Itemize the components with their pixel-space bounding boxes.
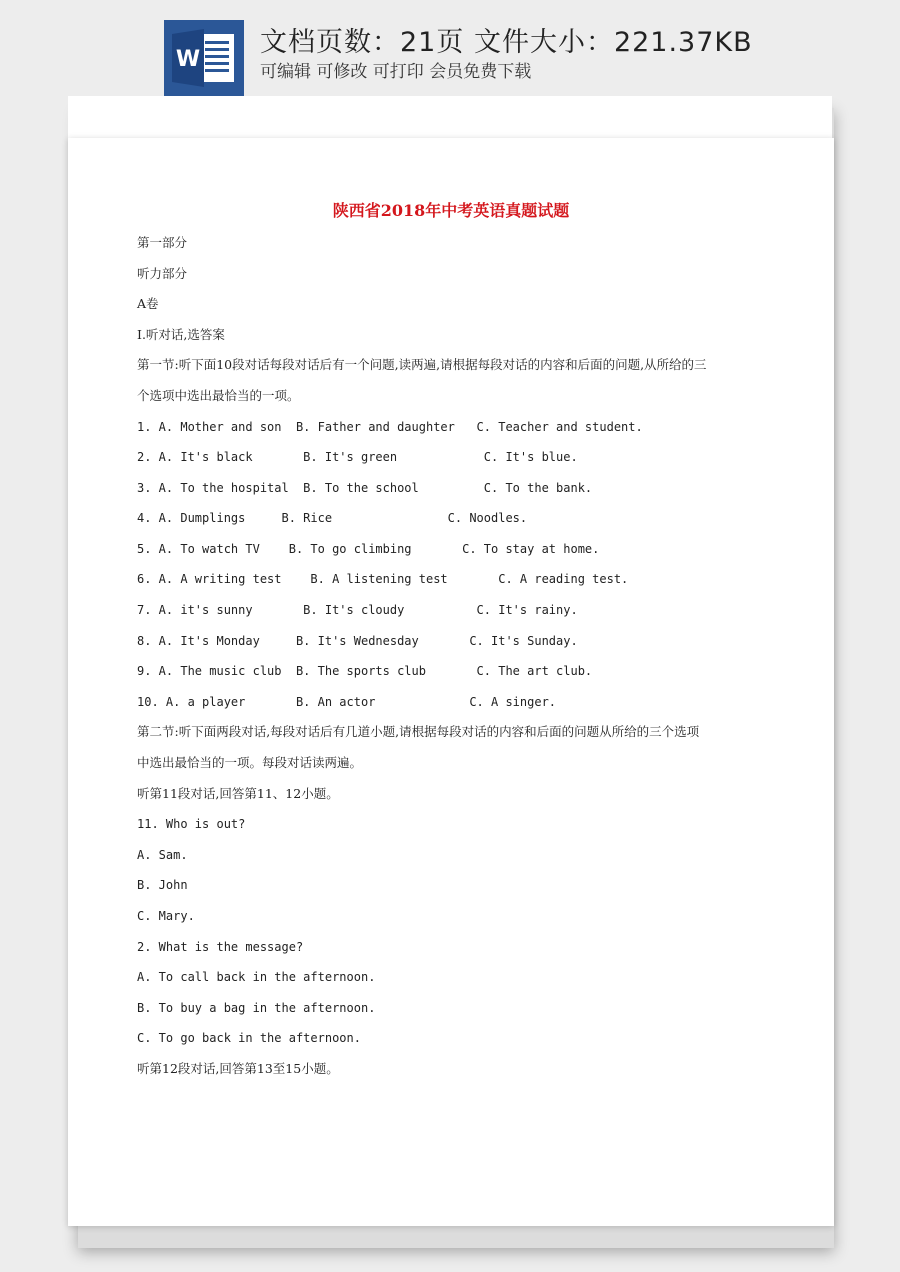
question-line: 4. A. Dumplings B. Rice C. Noodles. bbox=[137, 511, 528, 525]
answer-option: C. To go back in the afternoon. bbox=[137, 1031, 361, 1045]
instruction-text: 第二节:听下面两段对话,每段对话后有几道小题,请根据每段对话的内容和后面的问题从所给的三个选项 bbox=[137, 724, 700, 739]
section-heading: 听力部分 bbox=[137, 266, 188, 281]
document-page bbox=[68, 138, 834, 1226]
question-line: 6. A. A writing test B. A listening test C. A reading test. bbox=[137, 572, 629, 586]
paper-stack-top-sheet bbox=[68, 96, 832, 140]
section-heading: A卷 bbox=[137, 296, 159, 311]
download-banner bbox=[0, 0, 900, 100]
instruction-text: 中选出最恰当的一项。每段对话读两遍。 bbox=[137, 755, 363, 770]
question-line: 2. A. It's black B. It's green C. It's blue. bbox=[137, 450, 578, 464]
answer-option: A. Sam. bbox=[137, 848, 188, 862]
file-info-title: 文档页数：21页 文件大小：221.37KB bbox=[260, 27, 753, 58]
instruction-text: 个选项中选出最恰当的一项。 bbox=[137, 388, 300, 403]
question-line: 9. A. The music club B. The sports club C. The art club. bbox=[137, 664, 593, 678]
instruction-text: 听第12段对话,回答第13至15小题。 bbox=[137, 1061, 339, 1076]
question-line: 10. A. a player B. An actor C. A singer. bbox=[137, 695, 557, 709]
word-document-icon bbox=[164, 20, 244, 96]
svg-text:W: W bbox=[175, 47, 201, 72]
instruction-text: 听第11段对话,回答第11、12小题。 bbox=[137, 786, 339, 801]
document-title: 陕西省2018年中考英语真题试题 bbox=[332, 201, 570, 220]
question-line: 8. A. It's Monday B. It's Wednesday C. It's Sunday. bbox=[137, 634, 578, 648]
question-line: 3. A. To the hospital B. To the school C. To the bank. bbox=[137, 481, 593, 495]
question-line: 5. A. To watch TV B. To go climbing C. To stay at home. bbox=[137, 542, 600, 556]
instruction-text: 第一节:听下面10段对话每段对话后有一个问题,读两遍,请根据每段对话的内容和后面的问题,从所给的三 bbox=[137, 357, 707, 372]
answer-option: B. To buy a bag in the afternoon. bbox=[137, 1001, 376, 1015]
question-line: 2. What is the message? bbox=[137, 940, 304, 954]
section-heading: I.听对话,选答案 bbox=[137, 327, 225, 342]
answer-option: B. John bbox=[137, 878, 188, 892]
question-line: 1. A. Mother and son B. Father and daughter C. Teacher and student. bbox=[137, 420, 643, 434]
answer-option: C. Mary. bbox=[137, 909, 195, 923]
section-heading: 第一部分 bbox=[137, 235, 188, 250]
answer-option: A. To call back in the afternoon. bbox=[137, 970, 376, 984]
question-line: 7. A. it's sunny B. It's cloudy C. It's rainy. bbox=[137, 603, 578, 617]
file-info-subtitle: 可编辑 可修改 可打印 会员免费下载 bbox=[260, 62, 532, 82]
question-line: 11. Who is out? bbox=[137, 817, 246, 831]
